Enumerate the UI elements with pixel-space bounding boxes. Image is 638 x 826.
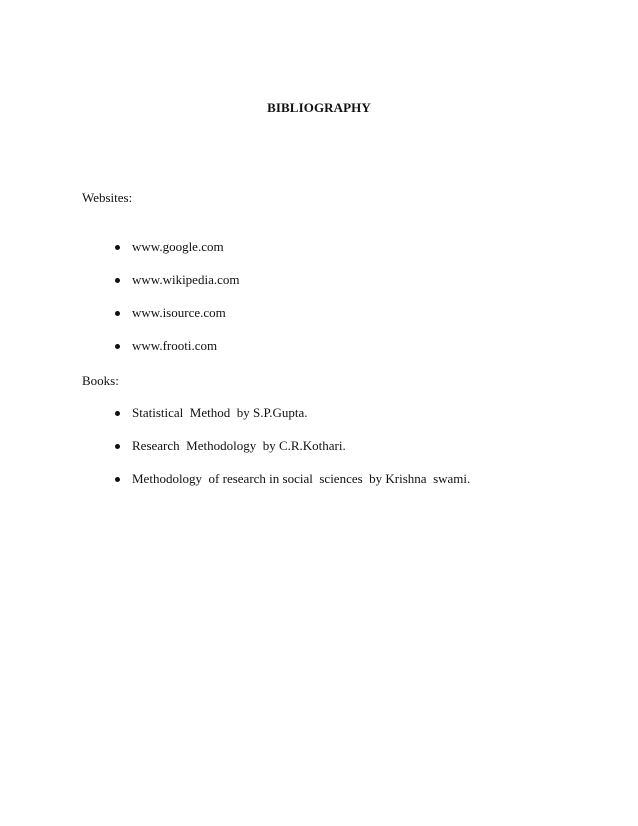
website-link-text: www.isource.com: [132, 305, 226, 320]
list-item: [110, 438, 470, 471]
book-entry-text: Research Methodology by C.R.Kothari.: [132, 438, 346, 453]
book-entry-text: Methodology of research in social sciences by Krishna swami.: [132, 471, 471, 486]
websites-list: [110, 239, 239, 371]
websites-heading: Websites:: [82, 190, 133, 205]
list-item: [110, 305, 239, 338]
bullet-icon: [115, 411, 120, 416]
bullet-icon: [115, 311, 120, 316]
bullet-icon: [115, 245, 120, 250]
bullet-icon: [115, 477, 120, 482]
website-link-text: www.frooti.com: [132, 338, 218, 353]
page-title: BIBLIOGRAPHY: [267, 100, 371, 115]
bullet-icon: [115, 444, 120, 449]
website-link-text: www.wikipedia.com: [132, 272, 240, 287]
list-item: [110, 272, 239, 305]
list-item: [110, 239, 239, 272]
bullet-icon: [115, 278, 120, 283]
books-heading: Books:: [82, 373, 119, 388]
books-list: [110, 405, 470, 504]
list-item: [110, 405, 470, 438]
list-item: [110, 338, 239, 371]
website-link-text: www.google.com: [132, 239, 224, 254]
list-item: [110, 471, 470, 504]
bullet-icon: [115, 344, 120, 349]
book-entry-text: Statistical Method by S.P.Gupta.: [132, 405, 308, 420]
